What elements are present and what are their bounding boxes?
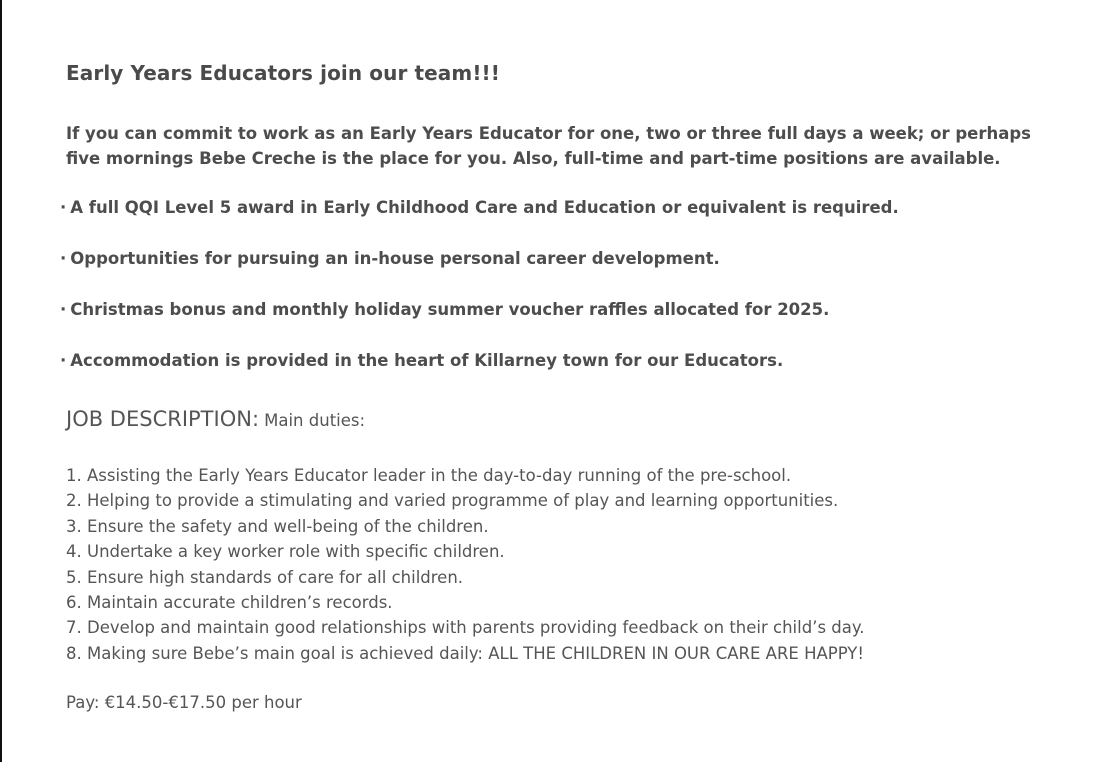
intro-line-1: If you can commit to work as an Early Years Educator for one, two or three full days a week; or perhaps: [66, 124, 1032, 143]
duty-item: 8. Making sure Bebe’s main goal is achieved daily: ALL THE CHILDREN IN OUR CARE ARE HAPPY!: [66, 643, 865, 663]
pay-rate: Pay: €14.50-€17.50 per hour: [66, 693, 302, 712]
duty-item: 5. Ensure high standards of care for all children.: [66, 567, 464, 587]
bullet-text: A full QQI Level 5 award in Early Childhood Care and Education or equivalent is required.: [70, 198, 899, 217]
duty-item: 6. Maintain accurate children’s records.: [66, 593, 393, 613]
bullet-dot-icon: ·: [60, 300, 67, 319]
requirement-bullet: [60, 300, 829, 319]
requirement-bullet: [60, 249, 720, 268]
bullet-dot-icon: ·: [60, 351, 67, 370]
left-border: [0, 0, 2, 762]
intro-line-2: five mornings Bebe Creche is the place for you. Also, full-time and part-time positions are available.: [66, 149, 1001, 168]
duties-list: [66, 463, 865, 666]
bullet-dot-icon: ·: [60, 198, 67, 217]
posting-title: Early Years Educators join our team!!!: [66, 61, 500, 85]
bullet-text: Christmas bonus and monthly holiday summer voucher raffles allocated for 2025.: [70, 300, 830, 319]
job-description-label: JOB DESCRIPTION:: [66, 407, 260, 431]
job-description-heading: [66, 407, 365, 431]
requirement-bullet: [60, 351, 783, 370]
duty-item: 7. Develop and maintain good relationships with parents providing feedback on their child’s day.: [66, 618, 865, 638]
main-duties-label: Main duties:: [264, 411, 366, 430]
bullet-text: Opportunities for pursuing an in-house personal career development.: [70, 249, 720, 268]
intro-paragraph: [66, 121, 1066, 171]
bullet-dot-icon: ·: [60, 249, 67, 268]
duty-item: 2. Helping to provide a stimulating and varied programme of play and learning opportunities.: [66, 491, 839, 511]
bullet-text: Accommodation is provided in the heart of Killarney town for our Educators.: [70, 351, 784, 370]
requirement-bullet: [60, 198, 899, 217]
duty-item: 1. Assisting the Early Years Educator leader in the day-to-day running of the pre-school.: [66, 466, 792, 485]
duty-item: 3. Ensure the safety and well-being of the children.: [66, 516, 489, 536]
duty-item: 4. Undertake a key worker role with specific children.: [66, 542, 505, 562]
